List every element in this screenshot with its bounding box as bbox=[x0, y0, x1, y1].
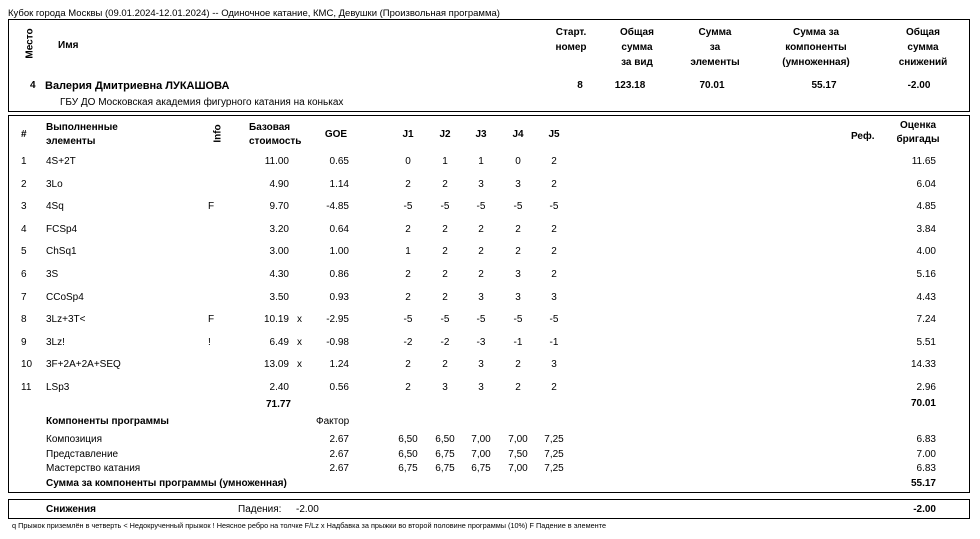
element-panel-score: 4.43 bbox=[916, 291, 936, 303]
element-judge-4: 2 bbox=[515, 223, 521, 235]
component-judge-5: 7,25 bbox=[544, 448, 564, 460]
element-panel-score: 14.33 bbox=[910, 359, 936, 371]
element-judge-1: -2 bbox=[403, 336, 413, 348]
element-code: 3Lz! bbox=[46, 336, 65, 348]
element-judge-2: 3 bbox=[442, 382, 448, 393]
component-judge-5: 7,25 bbox=[544, 434, 564, 445]
component-judge-2: 6,50 bbox=[435, 434, 455, 445]
component-judge-5: 7,25 bbox=[544, 463, 564, 474]
element-judge-4: -5 bbox=[513, 201, 523, 213]
element-judge-5: 2 bbox=[551, 269, 557, 280]
element-judge-1: 2 bbox=[405, 178, 411, 190]
elements-score-label: Сумма за элементы bbox=[690, 27, 740, 68]
element-goe: -0.98 bbox=[326, 336, 349, 348]
element-judge-5: -5 bbox=[549, 201, 559, 213]
element-goe: 0.65 bbox=[329, 156, 349, 167]
col-info-header: Info bbox=[212, 124, 224, 143]
element-judge-1: 2 bbox=[405, 382, 411, 393]
element-goe: 1.24 bbox=[329, 359, 349, 371]
component-factor: 2.67 bbox=[329, 448, 349, 460]
component-name: Композиция bbox=[46, 434, 103, 445]
element-code: 3S bbox=[46, 269, 59, 280]
component-factor: 2.67 bbox=[329, 463, 349, 474]
element-row bbox=[0, 337, 980, 351]
element-base-value: 6.49 bbox=[269, 336, 289, 348]
col-j3-header: J3 bbox=[475, 129, 487, 140]
element-goe: 1.14 bbox=[329, 178, 349, 190]
component-judge-4: 7,50 bbox=[508, 448, 528, 460]
element-judge-5: 2 bbox=[551, 223, 557, 235]
element-bonus-mark: x bbox=[297, 314, 302, 326]
element-judge-4: -1 bbox=[513, 336, 523, 348]
element-code: 3Lo bbox=[46, 178, 63, 190]
component-judge-3: 6,75 bbox=[471, 463, 491, 474]
element-judge-3: 3 bbox=[478, 178, 484, 190]
components-total-label: Сумма за компоненты программы (умноженная) bbox=[46, 478, 287, 489]
skater-club: ГБУ ДО Московская академия фигурного катания на коньках bbox=[60, 97, 344, 108]
component-row bbox=[0, 434, 980, 448]
element-num: 1 bbox=[21, 156, 27, 167]
element-num: 4 bbox=[21, 223, 27, 235]
element-judge-5: 2 bbox=[551, 382, 557, 393]
element-judge-4: -5 bbox=[513, 314, 523, 326]
element-judge-3: -5 bbox=[476, 314, 486, 326]
element-judge-1: 2 bbox=[405, 269, 411, 280]
element-panel-score: 3.84 bbox=[916, 223, 936, 235]
element-code: 4S+2T bbox=[46, 156, 76, 167]
element-base-value: 3.20 bbox=[269, 223, 289, 235]
element-code: ChSq1 bbox=[46, 246, 77, 258]
element-goe: -4.85 bbox=[326, 201, 349, 213]
element-num: 7 bbox=[21, 291, 27, 303]
element-row bbox=[0, 292, 980, 306]
skater-name: Валерия Дмитриевна ЛУКАШОВА bbox=[45, 80, 230, 92]
element-judge-1: 0 bbox=[405, 156, 411, 167]
component-judge-2: 6,75 bbox=[435, 463, 455, 474]
element-num: 6 bbox=[21, 269, 27, 280]
component-judge-3: 7,00 bbox=[471, 434, 491, 445]
element-judge-4: 3 bbox=[515, 291, 521, 303]
element-goe: 0.93 bbox=[329, 291, 349, 303]
element-judge-2: -2 bbox=[440, 336, 450, 348]
element-code: LSp3 bbox=[46, 382, 70, 393]
element-panel-score: 5.51 bbox=[916, 336, 936, 348]
element-judge-4: 0 bbox=[515, 156, 521, 167]
element-code: 3F+2A+2A+SEQ bbox=[46, 359, 121, 371]
element-judge-3: 3 bbox=[478, 359, 484, 371]
element-judge-1: 2 bbox=[405, 223, 411, 235]
element-base-value: 11.00 bbox=[264, 156, 289, 167]
element-judge-2: -5 bbox=[440, 201, 450, 213]
components-score-label: Сумма за компоненты (умноженная) bbox=[782, 27, 850, 68]
event-title: Кубок города Москвы (09.01.2024-12.01.2024) -- Одиночное катание, КМС, Девушки (Произвольная программа) bbox=[8, 8, 500, 19]
element-row bbox=[0, 359, 980, 373]
element-judge-1: 2 bbox=[405, 359, 411, 371]
col-base-header: Базовая стоимость bbox=[249, 122, 302, 147]
component-row bbox=[0, 463, 980, 477]
element-code: CCoSp4 bbox=[46, 291, 84, 303]
element-panel-score: 2.96 bbox=[916, 382, 936, 393]
element-goe: 1.00 bbox=[329, 246, 349, 258]
element-base-value: 4.90 bbox=[269, 178, 289, 190]
component-judge-3: 7,00 bbox=[471, 448, 491, 460]
element-judge-2: -5 bbox=[440, 314, 450, 326]
element-judge-3: -3 bbox=[476, 336, 486, 348]
col-j1-header: J1 bbox=[402, 129, 414, 140]
element-judge-1: 2 bbox=[405, 291, 411, 303]
elements-total: 70.01 bbox=[910, 398, 936, 409]
element-judge-2: 2 bbox=[442, 246, 448, 258]
element-judge-3: 1 bbox=[478, 156, 484, 167]
col-num-header: # bbox=[21, 129, 27, 140]
element-panel-score: 4.85 bbox=[916, 201, 936, 213]
element-info: F bbox=[208, 201, 215, 213]
col-j5-header: J5 bbox=[548, 129, 560, 140]
component-row bbox=[0, 449, 980, 463]
element-judge-2: 1 bbox=[442, 156, 448, 167]
element-row bbox=[0, 224, 980, 238]
element-base-value: 2.40 bbox=[269, 382, 289, 393]
element-judge-4: 3 bbox=[515, 178, 521, 190]
component-judge-4: 7,00 bbox=[508, 463, 528, 474]
element-judge-5: 2 bbox=[551, 156, 557, 167]
skater-components-score: 55.17 bbox=[811, 80, 837, 91]
element-base-value: 10.19 bbox=[263, 314, 289, 326]
component-score: 6.83 bbox=[916, 434, 936, 445]
element-code: FCSp4 bbox=[46, 223, 78, 235]
element-panel-score: 5.16 bbox=[916, 269, 936, 280]
element-bonus-mark: x bbox=[297, 336, 302, 348]
element-base-value: 4.30 bbox=[269, 269, 289, 280]
col-elements-header: Выполненные элементы bbox=[46, 122, 118, 147]
element-row bbox=[0, 269, 980, 283]
element-base-value: 3.50 bbox=[269, 291, 289, 303]
element-row bbox=[0, 382, 980, 396]
element-judge-2: 2 bbox=[442, 269, 448, 280]
element-info: ! bbox=[208, 336, 211, 348]
element-base-value: 9.70 bbox=[269, 201, 289, 213]
col-panel-header: Оценка бригады bbox=[896, 120, 940, 145]
element-judge-2: 2 bbox=[442, 223, 448, 235]
element-panel-score: 6.04 bbox=[916, 178, 936, 190]
component-judge-4: 7,00 bbox=[508, 434, 528, 445]
factor-label: Фактор bbox=[316, 416, 350, 427]
component-judge-1: 6,50 bbox=[398, 434, 418, 445]
element-judge-4: 3 bbox=[515, 269, 521, 280]
element-num: 3 bbox=[21, 201, 27, 213]
deductions-total: -2.00 bbox=[913, 504, 936, 515]
element-judge-4: 2 bbox=[515, 359, 521, 371]
element-goe: 0.86 bbox=[329, 269, 349, 280]
skater-deductions: -2.00 bbox=[907, 80, 931, 91]
element-num: 5 bbox=[21, 246, 27, 258]
element-judge-5: -1 bbox=[549, 336, 559, 348]
element-judge-3: 2 bbox=[478, 269, 484, 280]
element-judge-3: 3 bbox=[478, 291, 484, 303]
deductions-label: Общая сумма снижений bbox=[898, 27, 948, 68]
element-judge-1: -5 bbox=[403, 201, 413, 213]
skater-total-score: 123.18 bbox=[614, 80, 646, 91]
element-judge-5: 3 bbox=[551, 291, 557, 303]
place-label: Место bbox=[24, 28, 36, 59]
component-name: Представление bbox=[46, 448, 119, 460]
component-factor: 2.67 bbox=[329, 434, 349, 445]
skater-start-number: 8 bbox=[577, 80, 583, 91]
component-judge-2: 6,75 bbox=[435, 448, 455, 460]
element-judge-5: 2 bbox=[551, 178, 557, 190]
element-row bbox=[0, 201, 980, 215]
components-title: Компоненты программы bbox=[46, 416, 169, 427]
element-panel-score: 7.24 bbox=[916, 314, 936, 326]
element-judge-2: 2 bbox=[442, 178, 448, 190]
component-score: 6.83 bbox=[916, 463, 936, 474]
element-code: 3Lz+3T< bbox=[46, 314, 86, 326]
element-panel-score: 11.65 bbox=[911, 156, 936, 167]
element-goe: 0.56 bbox=[329, 382, 349, 393]
element-num: 2 bbox=[21, 178, 27, 190]
component-score: 7.00 bbox=[916, 448, 936, 460]
element-judge-1: -5 bbox=[403, 314, 413, 326]
name-label: Имя bbox=[58, 40, 79, 51]
falls-value: -2.00 bbox=[296, 504, 319, 515]
base-value-total: 71.77 bbox=[265, 399, 291, 410]
element-base-value: 13.09 bbox=[263, 359, 289, 371]
element-judge-3: -5 bbox=[476, 201, 486, 213]
element-bonus-mark: x bbox=[297, 359, 302, 371]
col-j4-header: J4 bbox=[512, 129, 524, 140]
element-judge-4: 2 bbox=[515, 246, 521, 258]
skater-place: 4 bbox=[30, 80, 36, 91]
start-number-label: Старт. номер bbox=[555, 27, 587, 53]
components-total: 55.17 bbox=[910, 478, 936, 489]
total-score-label: Общая сумма за вид bbox=[620, 27, 654, 68]
skater-elements-score: 70.01 bbox=[699, 80, 725, 91]
element-judge-5: -5 bbox=[549, 314, 559, 326]
component-judge-1: 6,50 bbox=[398, 448, 418, 460]
element-panel-score: 4.00 bbox=[916, 246, 936, 258]
element-row bbox=[0, 314, 980, 328]
element-judge-5: 2 bbox=[551, 246, 557, 258]
element-num: 9 bbox=[21, 336, 27, 348]
element-judge-5: 3 bbox=[551, 359, 557, 371]
element-judge-2: 2 bbox=[442, 359, 448, 371]
element-goe: -2.95 bbox=[326, 314, 349, 326]
component-name: Мастерство катания bbox=[46, 463, 141, 474]
element-judge-3: 3 bbox=[478, 382, 484, 393]
col-j2-header: J2 bbox=[439, 129, 451, 140]
element-judge-4: 2 bbox=[515, 382, 521, 393]
component-judge-1: 6,75 bbox=[398, 463, 418, 474]
element-info: F bbox=[208, 314, 215, 326]
falls-label: Падения: bbox=[238, 504, 282, 515]
element-judge-3: 2 bbox=[478, 246, 484, 258]
element-row bbox=[0, 246, 980, 260]
legend: q Прыжок приземлён в четверть < Недокрученный прыжок ! Неясное ребро на толчке F/Lz x Надбавка за прыжки во второй половине программы (10%) F Падение в элементе bbox=[12, 521, 607, 530]
element-num: 8 bbox=[21, 314, 27, 326]
element-judge-2: 2 bbox=[442, 291, 448, 303]
element-row bbox=[0, 179, 980, 193]
deductions-title: Снижения bbox=[46, 504, 96, 515]
element-base-value: 3.00 bbox=[269, 246, 289, 258]
col-ref-header: Реф. bbox=[851, 131, 875, 142]
element-goe: 0.64 bbox=[329, 223, 349, 235]
element-row bbox=[0, 156, 980, 170]
element-judge-3: 2 bbox=[478, 223, 484, 235]
col-goe-header: GOE bbox=[324, 129, 348, 140]
element-judge-1: 1 bbox=[405, 246, 411, 258]
element-num: 10 bbox=[21, 359, 33, 371]
element-num: 11 bbox=[21, 382, 32, 393]
deductions-box bbox=[8, 499, 970, 519]
element-code: 4Sq bbox=[46, 201, 64, 213]
